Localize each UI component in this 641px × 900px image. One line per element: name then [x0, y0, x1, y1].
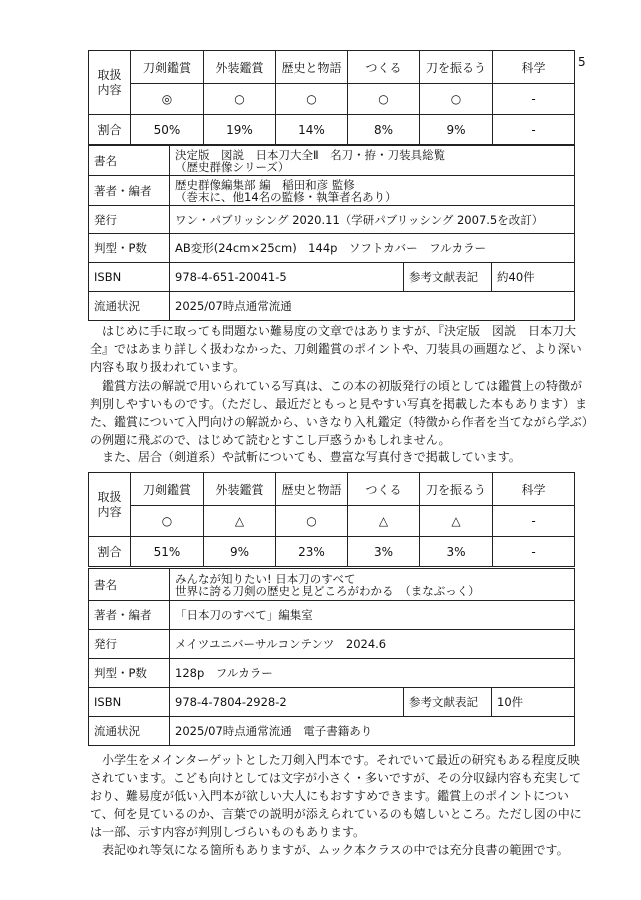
rating-mark: -	[493, 84, 575, 115]
rating-mark: ○	[276, 506, 348, 537]
review-paragraph: 表記ゆれ等気になる箇所もありますが、ムック本クラスの中では充分良書の範囲です。	[102, 843, 569, 857]
ratio-value: 14%	[276, 115, 348, 145]
book-isbn: 978-4-651-20041-5	[170, 263, 404, 292]
refs-label: 参考文献表記	[404, 263, 492, 292]
ratio-value: 50%	[131, 115, 204, 145]
book-publisher: メイツユニバーサルコンテンツ 2024.6	[170, 630, 575, 659]
book-isbn: 978-4-7804-2928-2	[170, 688, 404, 717]
publisher-label: 発行	[89, 630, 170, 659]
ratio-value: -	[493, 115, 575, 145]
book-format: 128p フルカラー	[170, 659, 575, 688]
book-title	[170, 569, 575, 601]
book-status: 2025/07時点通常流通 電子書籍あり	[170, 717, 575, 746]
content-label-line: 内容	[97, 504, 122, 519]
title-label: 書名	[89, 146, 170, 176]
rating-mark: △	[420, 506, 493, 537]
review-paragraph: 小学生をメインターゲットとした刀剣入門本です。それでいて最近の研究もある程度反映されています。こども向けとしては文字が小さく・多いですが、その分収録内容も充実しており、難易度が低い入門本が欲しい大人にもおすすめできます。鑑賞上のポイントについて、何を見ているのか、言葉での説明が添えられているのも嬉しいところ。ただし図の中には一部、示す内容が判別しづらいものもあります。	[90, 753, 582, 839]
review-paragraph: また、居合（剣道系）や試斬についても、豊富な写真付きで掲載しています。	[102, 450, 521, 464]
book-refs: 約40件	[492, 263, 575, 292]
ratio-value: 19%	[204, 115, 276, 145]
book-author-line: 歴史群像編集部 編 稲田和彦 監修	[175, 177, 355, 192]
ratio-value: 8%	[348, 115, 420, 145]
rating-mark: ○	[420, 84, 493, 115]
review-paragraph: はじめに手に取っても問題ない難易度の文章ではありますが、『決定版 図説 日本刀大全』ではあまり詳しく扱わなかった、刀剣鑑賞のポイントや、刀装具の画題など、より深い内容も取り扱われています。	[90, 324, 582, 374]
book-title	[170, 146, 575, 176]
book-author: 「日本刀のすべて」編集室	[170, 601, 575, 630]
category-header: 外装鑑賞	[204, 473, 276, 506]
category-header: 刀を振るう	[420, 473, 493, 506]
rating-mark: ○	[276, 84, 348, 115]
rating-mark: ○	[131, 506, 204, 537]
page-number: 5	[578, 55, 586, 69]
ratio-value: 23%	[276, 537, 348, 567]
book-status: 2025/07時点通常流通	[170, 292, 575, 321]
format-label: 判型・P数	[89, 659, 170, 688]
ratio-value: 51%	[131, 537, 204, 567]
category-header: 科学	[493, 51, 575, 84]
format-label: 判型・P数	[89, 234, 170, 263]
book-title-line: 世界に誇る刀剣の歴史と見どころがわかる （まなぶっく）	[175, 583, 480, 598]
book-refs: 10件	[492, 688, 575, 717]
book-title-line: 決定版 図説 日本刀大全Ⅱ 名刀・拵・刀装具総覧	[175, 147, 446, 162]
category-header: 刀を振るう	[420, 51, 493, 84]
category-header: 刀剣鑑賞	[131, 473, 204, 506]
rating-mark: ○	[204, 84, 276, 115]
content-label-line: 取扱	[97, 489, 122, 504]
title-label: 書名	[89, 569, 170, 601]
status-label: 流通状況	[89, 292, 170, 321]
category-header: 歴史と物語	[276, 51, 348, 84]
category-header: つくる	[348, 473, 420, 506]
isbn-label: ISBN	[89, 263, 170, 292]
category-header: 科学	[493, 473, 575, 506]
book-author	[170, 176, 575, 206]
book-format: AB変形(24cm×25cm) 144p ソフトカバー フルカラー	[170, 234, 575, 263]
ratio-value: 3%	[348, 537, 420, 567]
content-label-cell	[89, 51, 131, 115]
rating-mark: △	[204, 506, 276, 537]
category-header: 刀剣鑑賞	[131, 51, 204, 84]
review-paragraph: 鑑賞方法の解説で用いられている写真は、この本の初版発行の頃としては鑑賞上の特徴が判別しやすいものです。（ただし、最近だともっと見やすい写真を掲載した本もあります）また、鑑賞について入門向けの解説から、いきなり入札鑑定（特徴から作者を当てながら学ぶ）の例題に飛ぶので、はじめて読むとすこし戸惑うかもしれません。	[90, 379, 588, 447]
content-label-line: 内容	[97, 82, 122, 97]
ratio-value: -	[493, 537, 575, 567]
category-header: つくる	[348, 51, 420, 84]
content-label-cell	[89, 473, 131, 537]
book-title-line: （歴史群像シリーズ）	[175, 159, 290, 174]
ratio-value: 9%	[204, 537, 276, 567]
book-publisher: ワン・パブリッシング 2020.11（学研パブリッシング 2007.5を改訂）	[170, 206, 575, 234]
category-header: 外装鑑賞	[204, 51, 276, 84]
publisher-label: 発行	[89, 206, 170, 234]
rating-table-1	[88, 50, 575, 145]
author-label: 著者・編者	[89, 176, 170, 206]
refs-label: 参考文献表記	[404, 688, 492, 717]
rating-mark: ○	[348, 84, 420, 115]
book-info-table-1	[88, 145, 575, 321]
content-label-line: 取扱	[97, 67, 122, 82]
ratio-value: 3%	[420, 537, 493, 567]
author-label: 著者・編者	[89, 601, 170, 630]
rating-mark: ◎	[131, 84, 204, 115]
isbn-label: ISBN	[89, 688, 170, 717]
book-title-line: みんなが知りたい! 日本刀のすべて	[175, 571, 356, 586]
book-author-line: （巻末に、他14名の監修・執筆者名あり）	[175, 189, 397, 204]
rating-mark: △	[348, 506, 420, 537]
ratio-label: 割合	[89, 537, 131, 567]
category-header: 歴史と物語	[276, 473, 348, 506]
rating-table-2	[88, 472, 575, 567]
ratio-value: 9%	[420, 115, 493, 145]
book-info-table-2	[88, 568, 575, 746]
rating-mark: -	[493, 506, 575, 537]
status-label: 流通状況	[89, 717, 170, 746]
ratio-label: 割合	[89, 115, 131, 145]
